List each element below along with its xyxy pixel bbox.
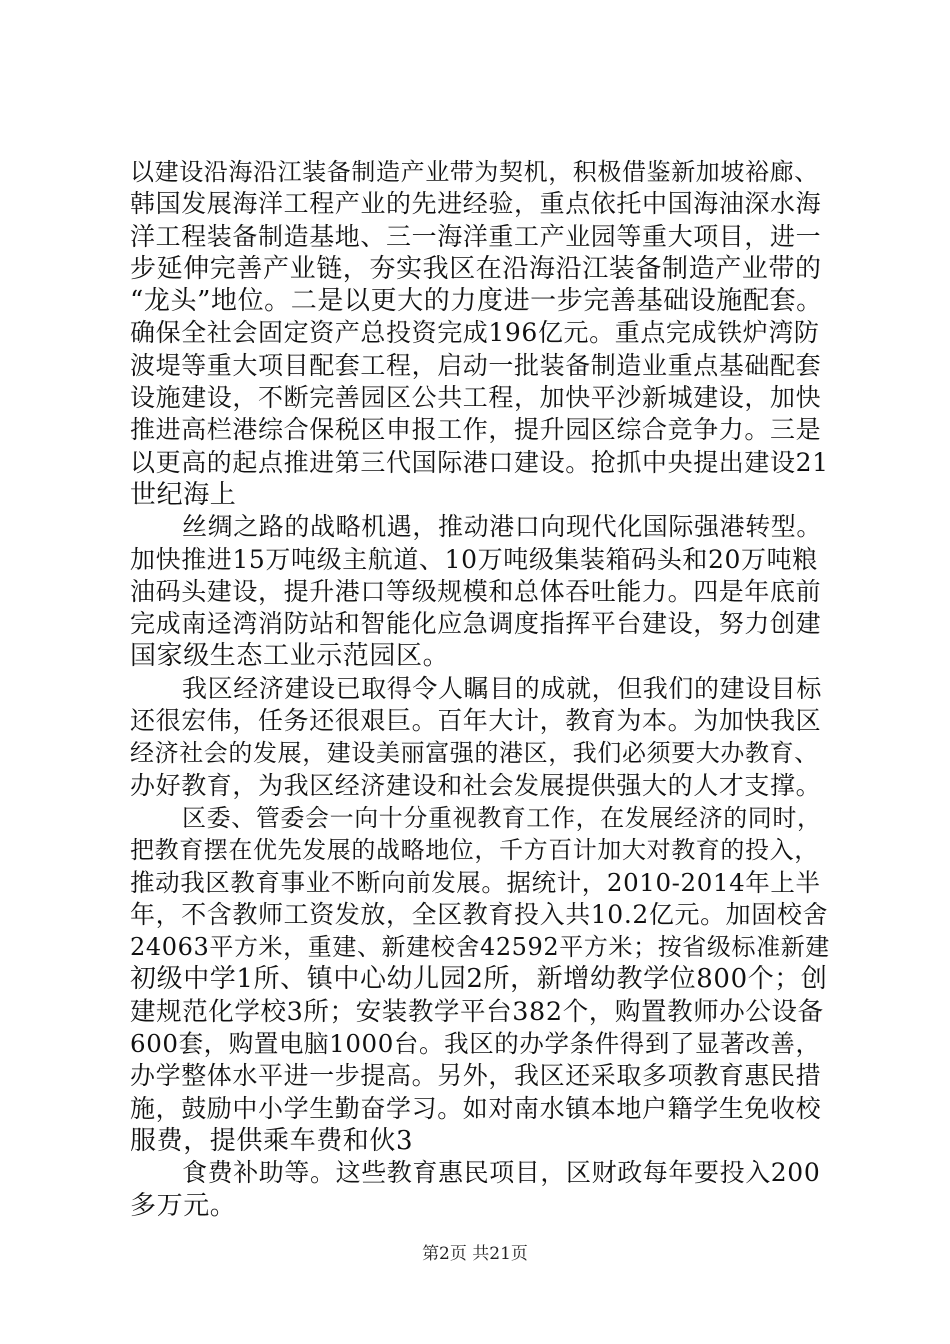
text-line: 完成南迳湾消防站和智能化应急调度指挥平台建设，努力创建 <box>130 609 822 639</box>
text-line: 600套，购置电脑1000台。我区的办学条件得到了显著改善， <box>130 1029 821 1059</box>
text-line: 推进高栏港综合保税区申报工作，提升园区综合竞争力。三是 <box>130 415 822 445</box>
text-line: 以更高的起点推进第三代国际港口建设。抢抓中央提出建设21 <box>130 447 829 477</box>
text-line: 设施建设，不断完善园区公共工程，加快平沙新城建设，加快 <box>130 383 822 413</box>
text-line: 施，鼓励中小学生勤奋学习。如对南水镇本地户籍学生免收校 <box>130 1093 822 1123</box>
text-line: 服费，提供乘车费和伙3 <box>130 1125 414 1156</box>
text-line: “龙头”地位。二是以更大的力度进一步完善基础设施配套。 <box>130 286 823 317</box>
text-line: 以建设沿海沿江装备制造产业带为契机，积极借鉴新加坡裕廊、 <box>130 158 819 186</box>
text-line: 推动我区教育事业不断向前发展。据统计，2010-2014年上半 <box>130 867 821 897</box>
text-line: 24063平方米，重建、新建校舍42592平方米；按省级标准新建 <box>130 933 830 962</box>
text-line: 还很宏伟，任务还很艰巨。百年大计，教育为本。为加快我区 <box>130 706 822 736</box>
text-line: 确保全社会固定资产总投资完成196亿元。重点完成铁炉湾防 <box>130 318 820 348</box>
text-line: 洋工程装备制造基地、三一海洋重工产业园等重大项目，进一 <box>130 221 822 251</box>
text-line: 食费补助等。这些教育惠民项目，区财政每年要投入200 <box>182 1158 821 1188</box>
text-line: 区委、管委会一向十分重视教育工作，在发展经济的同时， <box>182 803 822 832</box>
document-body <box>130 156 830 1222</box>
text-line: 丝绸之路的战略机遇，推动港口向现代化国际强港转型。 <box>182 512 823 542</box>
text-line: 年，不含教师工资发放，全区教育投入共10.2亿元。加固校舍 <box>130 899 829 929</box>
text-line: 韩国发展海洋工程产业的先进经验，重点依托中国海油深水海 <box>130 189 822 219</box>
text-line: 我区经济建设已取得令人瞩目的成就，但我们的建设目标 <box>182 673 823 703</box>
text-line: 把教育摆在优先发展的战略地位，千方百计加大对教育的投入， <box>130 836 819 865</box>
text-line: 加快推进15万吨级主航道、10万吨级集装箱码头和20万吨粮 <box>130 544 818 574</box>
text-line: 多万元。 <box>130 1190 237 1221</box>
text-line: 办学整体水平进一步提高。另外，我区还采取多项教育惠民措 <box>130 1061 822 1091</box>
text-line: 国家级生态工业示范园区。 <box>130 641 450 672</box>
text-line: 世纪海上 <box>130 479 237 510</box>
text-line: 油码头建设，提升港口等级规模和总体吞吐能力。四是年底前 <box>130 576 822 606</box>
text-line: 初级中学1所、镇中心幼儿园2所，新增幼教学位800个；创 <box>130 964 828 995</box>
text-line: 步延伸完善产业链，夯实我区在沿海沿江装备制造产业带的 <box>130 253 822 284</box>
text-line: 波堤等重大项目配套工程，启动一批装备制造业重点基础配套 <box>130 350 822 380</box>
text-line: 经济社会的发展，建设美丽富强的港区，我们必须要大办教育、 <box>130 739 819 768</box>
text-line: 办好教育，为我区经济建设和社会发展提供强大的人才支撑。 <box>130 770 822 800</box>
text-line: 建规范化学校3所；安装教学平台382个，购置教师办公设备 <box>130 996 824 1027</box>
page-footer: 第2页 共21页 <box>422 1244 528 1264</box>
